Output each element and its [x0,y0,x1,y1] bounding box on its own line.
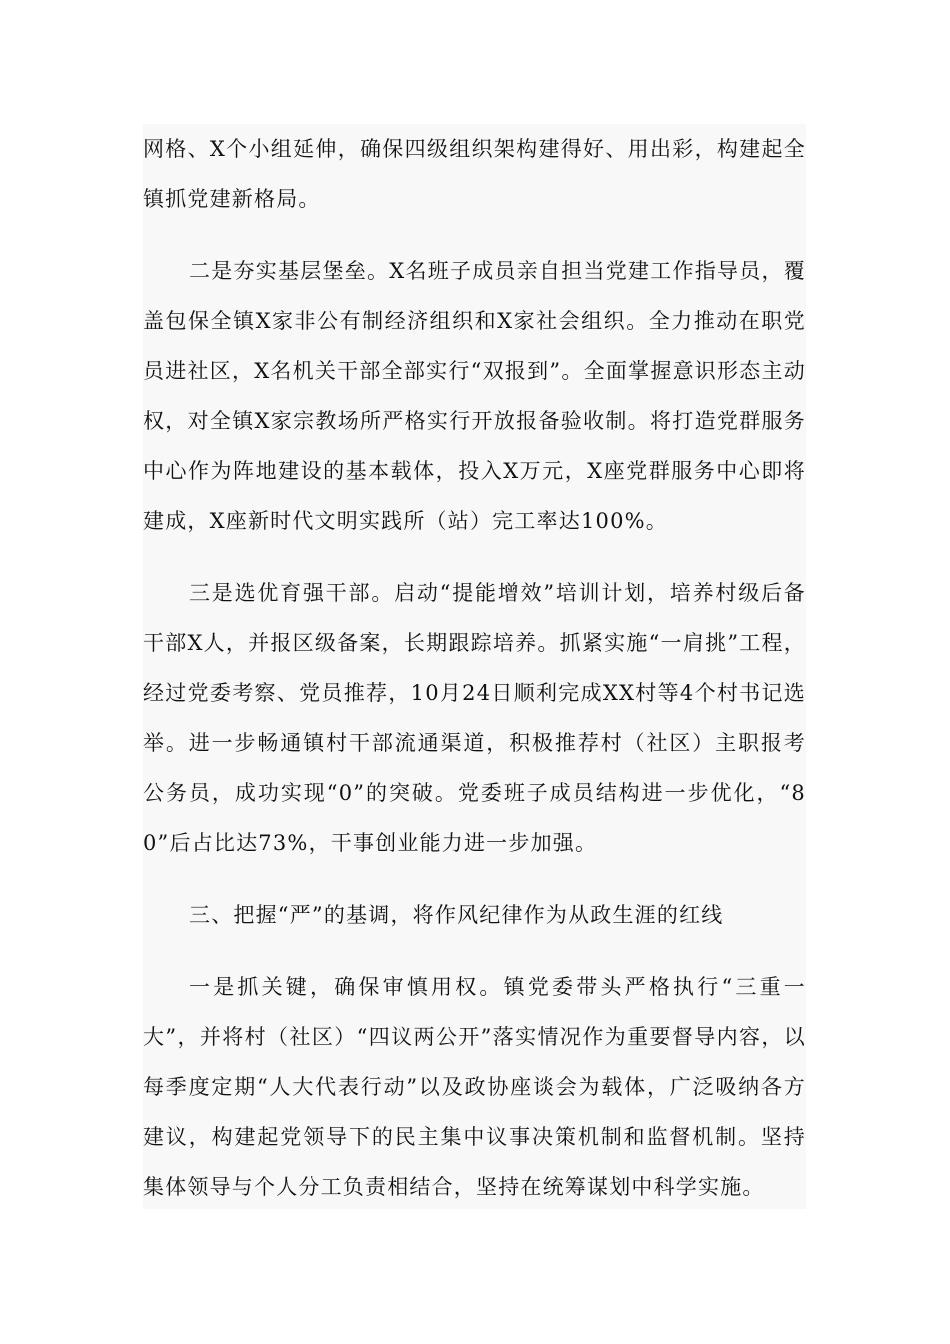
paragraph-gap [143,224,806,246]
section-heading: 三、把握“严”的基调，将作风纪律作为从政生涯的红线 [189,903,724,927]
paragraph-gap [143,868,806,890]
paragraph-continuation: 网格、X个小组延伸，确保四级组织架构建得好、用出彩，构建起全镇抓党建新格局。 [143,137,806,211]
paragraph-grassroots: 二是夯实基层堡垒。X名班子成员亲自担当党建工作指导员，覆盖包保全镇X家非公有制经济组织和X家社会组织。全力推动在职党员进社区，X名机关干部全部实行“双报到”。全面掌握意识形态主动权，对全镇X家宗教场所严格实行开放报备验收制。将打造党群服务中心作为阵地建设的基本载体，投入X万元，X座党群服务中心即将建成，X座新时代文明实践所（站）完工率达100%。 [143,259,806,533]
document-body [143,124,806,1209]
paragraph-power: 一是抓关键，确保审慎用权。镇党委带头严格执行“三重一大”，并将村（社区）“四议两公开”落实情况作为重要督导内容，以每季度定期“人大代表行动”以及政协座谈会为载体，广泛吸纳各方建议，构建起党领导下的民主集中议事决策机制和监督机制。坚持集体领导与个人分工负责相结合，坚持在统筹谋划中科学实施。 [143,975,806,1199]
paragraph-gap [143,940,806,962]
paragraph-gap [143,546,806,568]
paragraph-cadres: 三是选优育强干部。启动“提能增效”培训计划，培养村级后备干部X人，并报区级备案，长期跟踪培养。抓紧实施“一肩挑”工程，经过党委考察、党员推荐，10月24日顺利完成XX村等4个村书记选举。进一步畅通镇村干部流通渠道，积极推荐村（社区）主职报考公务员，成功实现“0”的突破。党委班子成员结构进一步优化，“80”后占比达73%，干事创业能力进一步加强。 [143,581,806,855]
